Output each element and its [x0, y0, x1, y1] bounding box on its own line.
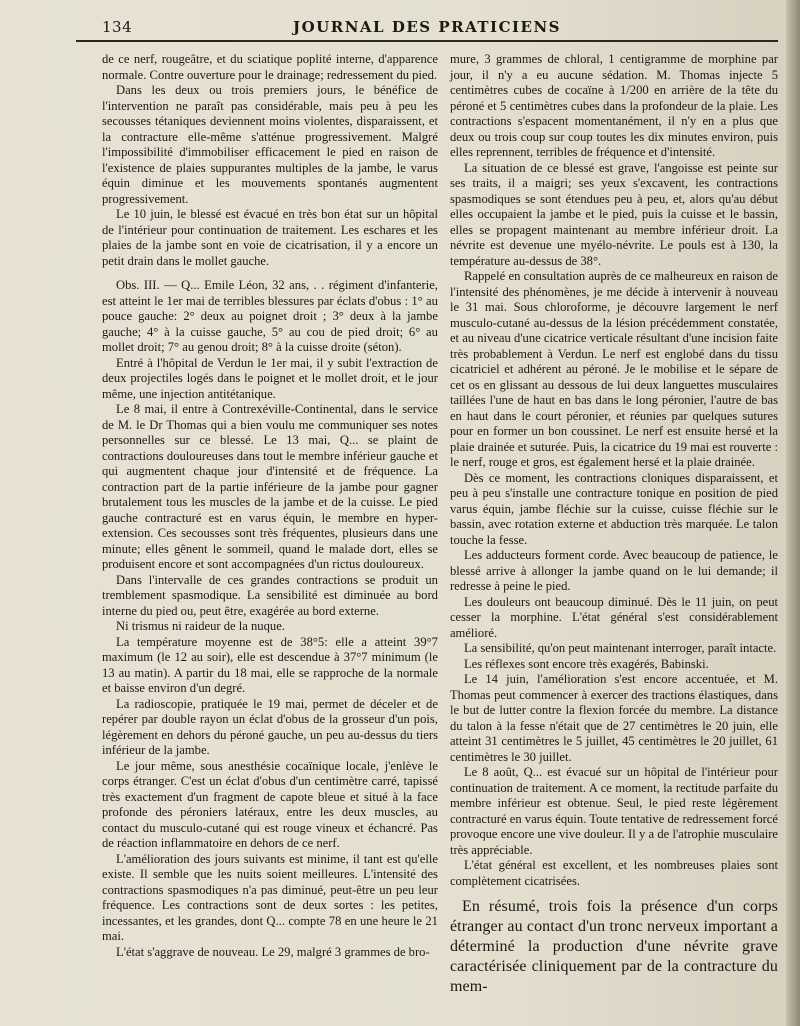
paragraph: Dans l'intervalle de ces grandes contractions se produit un tremblement spasmodique. La sensibilité est diminuée au bord interne du pied ou, peut être, exagérée au bord externe.: [102, 572, 438, 618]
paragraph: L'état général est excellent, et les nombreuses plaies sont complètement cicatrisées.: [449, 858, 778, 888]
paragraph: Le 10 juin, le blessé est évacué en très bon état sur un hôpital de l'intérieur pour continuation de traitement. Les eschares et les plaies de la jambe sont en voie de cicatrisation, il y a encore un petit drain dans le mollet gauche.: [102, 207, 438, 268]
text-columns: [76, 52, 778, 997]
paragraph: La température moyenne est de 38°5: elle a atteint 39°7 maximum (le 12 au soir), elle est descendue à 37°7 minimum (le 13 au matin). A partir du 18 mai, elle se rapproche de la normale et baisse environ d'un degré.: [102, 634, 438, 695]
paragraph: La situation de ce blessé est grave, l'angoisse est peinte sur ses traits, il a maigri; ses yeux s'excavent, les contractions spasmodiques se sont étendues peu à peu, et, alors qu'au début elles occupaient la jambe et le pied, puis la cuisse et le bassin, elles se propagent maintenant au membre inférieur droit. La névrite est devenue une myélo-névrite. Le pouls est à 130, la température au-dessus de 38°.: [449, 160, 778, 268]
paragraph: La radioscopie, pratiquée le 19 mai, permet de déceler et de repérer par double rayon un éclat d'obus de la grosseur d'un pois, légèrement en dehors du péroné gauche, un peu au-dessus du tiers inférieur de la jambe.: [102, 696, 438, 757]
paragraph: Entré à l'hôpital de Verdun le 1er mai, il y subit l'extraction de deux projectiles logés dans le poignet et le mollet droit, et le jour même, une injection antitétanique.: [102, 355, 438, 401]
paragraph: La sensibilité, qu'on peut maintenant interroger, paraît intacte.: [463, 641, 777, 655]
paragraph: Le 8 août, Q... est évacué sur un hôpital de l'intérieur pour continuation de traitement. A ce moment, la rectitude parfaite du membre inférieur est obtenue. Seul, le pied reste légèrement contracturé en varus équin. Toute tentative de redressement forcé provoque encore une vive douleur. Il y a de l'atrophie musculaire très appréciable.: [449, 765, 778, 857]
paragraph: Le 8 mai, il entre à Contrexéville-Continental, dans le service de M. le Dr Thomas qui a bien voulu me communiquer ses notes personnelles sur ce blessé. Le 13 mai, Q... se plaint de contractions douloureuses dans tout le membre inférieur gauche et qui augmentent chaque jour d'intensité et de fréquence. La contraction part de la partie inférieure de la jambe pour gagner brutalement tous les muscles de la jambe et de la cuisse. Le pied gauche contracturé est en varus équin, le membre en hyper-extension. Ces secousses sont très fréquentes, plusieurs dans une minute; elles gênent le sommeil, quand le malade dort, elles se produisent encore et sont accompagnées d'un rictus douloureux.: [102, 402, 438, 571]
paragraph: Le jour même, sous anesthésie cocaïnique locale, j'enlève le corps étranger. C'est un éclat d'obus d'un centimètre carré, tapissé très exactement d'un fragment de capote bleue et situé à la face profonde des péroniers latéraux, entre les deux muscles, au contact du musculo-cutané qui est rouge vineux et échancré. Pas de réaction inflammatoire en dehors de ce nerf.: [102, 758, 438, 850]
page-number: 134: [102, 18, 133, 36]
journal-title: JOURNAL DES PRATICIENS: [293, 18, 561, 36]
paragraph: L'état s'aggrave de nouveau. Le 29, malgré 3 grammes de bro-: [116, 944, 430, 959]
paragraph: de ce nerf, rougeâtre, et du sciatique poplité interne, d'apparence normale. Contre ouverture pour le drainage; redressement du pied.: [102, 52, 438, 82]
left-column: [102, 52, 438, 997]
paragraph: mure, 3 grammes de chloral, 1 centigramme de morphine par jour, il n'y a eu aucune sédation. M. Thomas injecte 5 centimètres cubes de cocaïne à 1/200 en arrière de la tête du péroné et 5 centimètres cubes dans la profondeur de la plaie. Les contractions s'espacent momentanément, il n'y en a plus que deux ou trois coup sur coup toutes les dix minutes environ, puis elles reprennent, terribles de fréquence et d'intensité.: [449, 52, 778, 159]
paragraph: Les adducteurs forment corde. Avec beaucoup de patience, le blessé arrive à allonger la jambe quand on le lui demande; il redresse à peine le pied.: [449, 548, 778, 593]
paragraph: L'amélioration des jours suivants est minime, il tant est qu'elle existe. Il semble que les nuits soient meilleures. L'intensité des contractions spasmodiques n'a pas diminué, peut-être un peu leur fréquence. Les contractions sont de deux sortes : les petites, incessantes, et les grandes, dont Q... compte 78 en une heure le 21 mai.: [102, 851, 438, 943]
summary-paragraph: En résumé, trois fois la présence d'un corps étranger au contact d'un tronc nerveux important a déterminé la production d'une névrite grave caractérisée cliniquement par de la contracture du mem-: [449, 898, 778, 995]
paragraph: Les réflexes sont encore très exagérés, Babinski.: [463, 656, 709, 671]
page-header: [76, 16, 778, 42]
paragraph: Ni trismus ni raideur de la nuque.: [116, 619, 285, 633]
paragraph: Le 14 juin, l'amélioration s'est encore accentuée, et M. Thomas peut commencer à exercer des tractions élastiques, dans le but de lutter contre la flexion forcée du membre. La distance du talon à la fesse n'était que de 27 centimètres le 20 juin, elle atteint 31 centimètres le 5 juillet, 45 centimètres le 20 juillet, 61 centimètres le 30 juillet.: [449, 672, 778, 764]
observation-heading-paragraph: Obs. III. — Q... Emile Léon, 32 ans, . . régiment d'infanterie, est atteint le 1er mai de terribles blessures par éclats d'obus : 1° au pouce gauche: 2° deux au poignet droit ; 3° deux à la jambe gauche; 4° à la cuisse gauche, 5° au cou de pied droit; 6° au mollet droit; 7° au genou droit; 8° à la cuisse droite (séton).: [102, 278, 438, 354]
paragraph: Les douleurs ont beaucoup diminué. Dès le 11 juin, on peut cesser la morphine. L'état général s'est considérablement amélioré.: [449, 594, 778, 640]
page-edge-shadow: [786, 0, 800, 1026]
paragraph: Dans les deux ou trois premiers jours, le bénéfice de l'intervention ne paraît pas considérable, mais peu à peu les secousses tétaniques deviennent moins violentes, disparaissent, et la contracture elle-même s'atténue progressivement. Malgré l'impossibilité d'immobiliser efficacement le pied en raison de l'existence de plaies suppurantes multiples de la jambe, le varus équin diminue et les mouvements spontanés augmentent progressivement.: [102, 83, 438, 206]
paragraph: Dès ce moment, les contractions cloniques disparaissent, et peu à peu s'installe une contracture tonique en position de pied varus équin, jambe fléchie sur la cuisse, cuisse fléchie sur le bassin, avec rotation externe et abduction très marquée. Le talon touche la fesse.: [449, 470, 778, 547]
paragraph: Rappelé en consultation auprès de ce malheureux en raison de l'intensité des phénomènes, je me décide à intervenir à nouveau le 31 mai. Sous chloroforme, je découvre largement le nerf musculo-cutané au-dessus de la lésion précédemment constatée, et au niveau d'une cicatrice verticale résultant d'une incision faite très probablement à Verdun. Le nerf est englobé dans du tissu cicatriciel et adhérent au péroné. Je le mobilise et le sépare de cet os en glissant au dessous de lui deux languettes musculaires taillées l'une de haut en bas dans le long péronier, l'autre de bas en haut dans le court péronier, et réunies par quelques sutures pour en former un bon coussinet. Le nerf est ensuite hersé et la plaie drainée et suturée. Puis, la cicatrice du 19 mai est rouverte : le nerf, rouge et gros, est également hersé et la plaie drainée.: [449, 269, 778, 469]
right-column: [450, 52, 778, 997]
